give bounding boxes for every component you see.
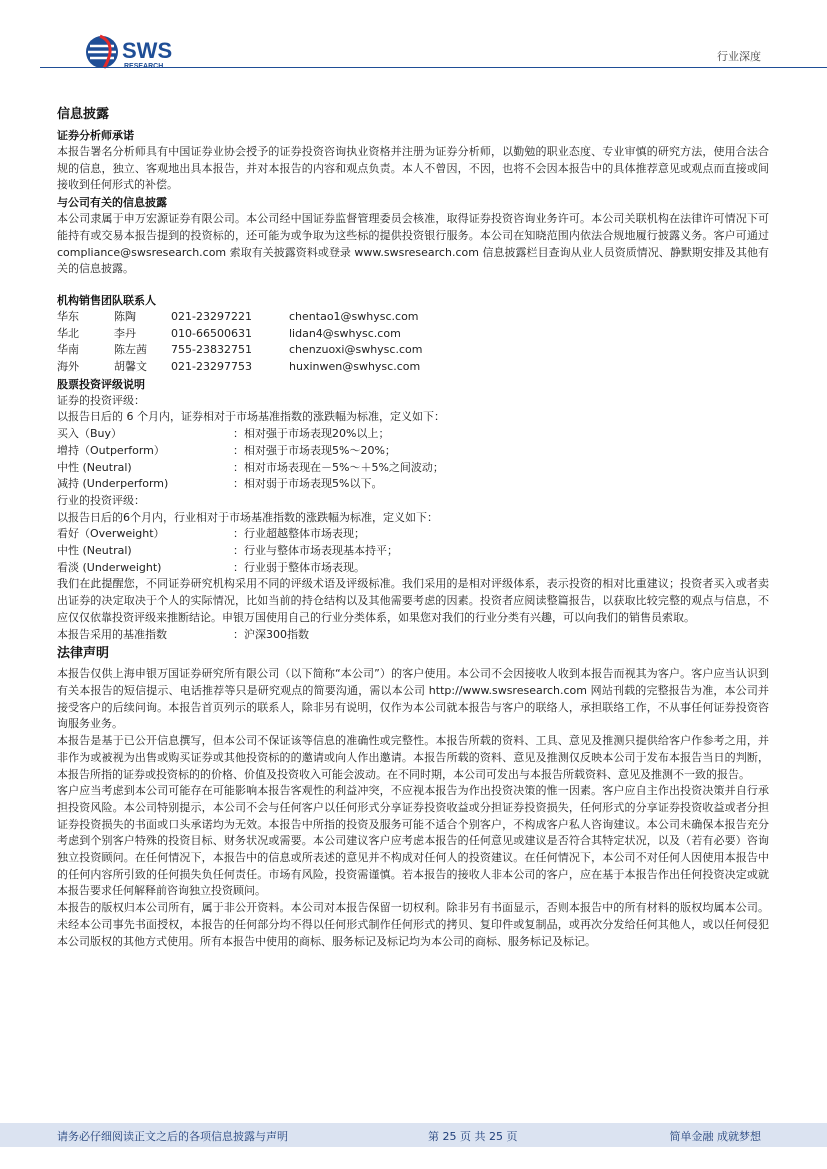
legal-paragraph: 客户应当考虑到本公司可能存在可能影响本报告客观性的利益冲突，不应视本报告为作出投资决策的惟一因素。客户应自主作出投资决策并自行承担投资风险。本公司特别提示，本公司不会与任何客户以任何形式分享证券投资收益或分担证券投资损失，任何形式的分享证券投资收益或者分担证券投资损失的书面或口头承诺均为无效。本报告中所指的投资及服务可能不适合个别客户，不构成客户私人咨询建议。本公司未确保本报告充分考虑到个别客户特殊的投资目标、财务状况或需要。本公司建议客户应考虑本报告的任何意见或建议是否符合其特定状况，以及（若有必要）咨询独立投资顾问。在任何情况下，本报告中的信息或所表述的意见并不构成对任何人的投资建议。在任何情况下，本公司不对任何人因使用本报告中的任何内容所引致的任何损失负任何责任。市场有风险，投资需谨慎。若本报告的接收人非本公司的客户，应在基于本报告作出任何投资决定或就本报告要求任何解释前咨询独立投资顾问。 <box>57 784 769 898</box>
contact-email: chenzuoxi@swhysc.com <box>289 343 423 357</box>
company-text: 本公司隶属于申万宏源证券有限公司。本公司经中国证券监督管理委员会核准，取得证券投资咨询业务许可。本公司关联机构在法律许可情况下可能持有或交易本报告提到的投资标的，还可能为或争取为这些标的提供投资银行服务。本公司在知晓范围内依法合规地履行披露义务。客户可通过 compliance@swsresearch.com 索取有关披露资料或登录 www.swsresearch.com 信息披露栏目查询从业人员资质情况、静默期安排及其他有关的信息披露。 <box>57 212 769 276</box>
contact-phone: 021-23297753 <box>171 360 252 374</box>
industry-rating-label: 行业的投资评级： <box>57 493 145 507</box>
rating-row <box>57 426 769 443</box>
sales-heading: 机构销售团队联系人 <box>57 293 156 307</box>
rating-definition: ：相对强于市场表现5%～20%； <box>233 443 396 457</box>
rating-definition: ：行业弱于整体市场表现。 <box>233 560 365 574</box>
legal-paragraph: 本报告仅供上海申银万国证券研究所有限公司（以下简称“本公司”）的客户使用。本公司不会因接收人收到本报告而视其为客户。客户应当认识到有关本报告的短信提示、电话推荐等只是研究观点的简要沟通，需以本公司 http://www.swsresearch.com 网站刊载的完整报告为准，本公司并接受客户的后续问询。本报告首页列示的联系人，除非另有说明，仅作为本公司就本报告与客户的联络人，承担联络工作，不从事任何证券投资咨询服务业务。 <box>57 667 769 731</box>
report-type-label: 行业深度 <box>717 50 761 63</box>
contact-region: 华东 <box>57 309 79 323</box>
rating-term: 看淡 (Underweight) <box>57 560 162 574</box>
benchmark-value: ：沪深300指数 <box>233 627 309 641</box>
sws-logo <box>84 34 194 74</box>
contact-region: 华南 <box>57 343 79 357</box>
contact-name: 胡馨文 <box>114 360 147 374</box>
rating-row <box>57 560 769 577</box>
contact-row <box>57 326 769 343</box>
disclosure-title: 信息披露 <box>57 107 110 122</box>
contact-name: 李丹 <box>114 326 136 340</box>
rating-term: 中性 (Neutral) <box>57 544 132 558</box>
analyst-text: 本报告署名分析师具有中国证券业协会授予的证券投资咨询执业资格并注册为证券分析师，以勤勉的职业态度、专业审慎的研究方法，使用合法合规的信息，独立、客观地出具本报告，并对本报告的内容和观点负责。本人不曾因，不因，也将不会因本报告中的具体推荐意见或观点而直接或间接收到任何形式的补偿。 <box>57 145 769 192</box>
rating-definition: ：相对市场表现在－5%～＋5%之间波动； <box>233 460 444 474</box>
page-number: 第 25 页 共 25 页 <box>428 1130 518 1143</box>
page-footer <box>0 1123 827 1147</box>
analyst-heading: 证券分析师承诺 <box>57 129 134 142</box>
contact-row <box>57 309 769 326</box>
rating-row <box>57 543 769 560</box>
rating-note: 我们在此提醒您，不同证券研究机构采用不同的评级术语及评级标准。我们采用的是相对评级体系，表示投资的相对比重建议；投资者买入或者卖出证券的决定取决于个人的实际情况，比如当前的持仓结构以及其他需要考虑的因素。投资者应阅读整篇报告，以获取比较完整的观点与信息，不应仅仅依靠投资评级来推断结论。申银万国使用自己的行业分类体系，如果您对我们的行业分类有兴趣，可以向我们的销售员索取。 <box>57 577 769 624</box>
rating-definition: ：相对强于市场表现20%以上； <box>233 427 390 441</box>
header-divider <box>40 67 827 68</box>
rating-term: 增持（Outperform） <box>57 443 165 457</box>
rating-term: 买入（Buy） <box>57 427 123 441</box>
rating-heading: 股票投资评级说明 <box>57 377 145 391</box>
contact-name: 陈陶 <box>114 309 136 323</box>
rating-row <box>57 476 769 493</box>
legal-paragraph: 本报告是基于已公开信息撰写，但本公司不保证该等信息的准确性或完整性。本报告所载的资料、工具、意见及推测只提供给客户作参考之用，并非作为或被视为出售或购买证券或其他投资标的的邀请或向人作出邀请。本报告所载的资料、意见及推测仅反映本公司于发布本报告当日的判断，本报告所指的证券或投资标的的价格、价值及投资收入可能会波动。在不同时期，本公司可发出与本报告所载资料、意见及推测不一致的报告。 <box>57 734 769 781</box>
contact-email: lidan4@swhysc.com <box>289 326 401 340</box>
contact-region: 华北 <box>57 326 79 340</box>
rating-row <box>57 443 769 460</box>
rating-term: 看好（Overweight） <box>57 527 165 541</box>
benchmark-row <box>57 627 769 644</box>
legal-title: 法律声明 <box>57 646 110 662</box>
footer-slogan: 简单金融 成就梦想 <box>669 1130 761 1143</box>
logo-text: SWS <box>122 38 173 63</box>
rating-row <box>57 460 769 477</box>
stock-rating-label: 证券的投资评级： <box>57 393 145 407</box>
footer-disclaimer: 请务必仔细阅读正文之后的各项信息披露与声明 <box>57 1130 288 1143</box>
stock-rating-intro: 以报告日后的 6 个月内，证券相对于市场基准指数的涨跌幅为标准，定义如下： <box>57 410 445 424</box>
contact-list <box>57 309 769 376</box>
benchmark-label: 本报告采用的基准指数 <box>57 627 167 641</box>
legal-paragraph: 本报告的版权归本公司所有，属于非公开资料。本公司对本报告保留一切权利。除非另有书面显示，否则本报告中的所有材料的版权均属本公司。未经本公司事先书面授权，本报告的任何部分均不得以任何形式制作任何形式的拷贝、复印件或复制品，或再次分发给任何其他人，或以任何侵犯本公司版权的其他方式使用。所有本报告中使用的商标、服务标记及标记均为本公司的商标、服务标记及标记。 <box>57 901 769 948</box>
contact-phone: 010-66500631 <box>171 326 252 340</box>
rating-term: 中性 (Neutral) <box>57 460 132 474</box>
contact-row <box>57 359 769 376</box>
rating-definition: ：相对弱于市场表现5%以下。 <box>233 477 383 491</box>
rating-row <box>57 526 769 543</box>
main-content <box>57 106 769 950</box>
company-heading: 与公司有关的信息披露 <box>57 196 167 210</box>
contact-phone: 021-23297221 <box>171 309 252 323</box>
contact-phone: 755-23832751 <box>171 343 252 357</box>
contact-email: huxinwen@swhysc.com <box>289 360 421 374</box>
industry-rating-intro: 以报告日后的6个月内，行业相对于市场基准指数的涨跌幅为标准，定义如下： <box>57 510 438 524</box>
contact-name: 陈左茜 <box>114 343 147 357</box>
rating-definition: ：行业与整体市场表现基本持平； <box>233 544 398 558</box>
contact-email: chentao1@swhysc.com <box>289 309 419 323</box>
rating-definition: ：行业超越整体市场表现； <box>233 527 365 541</box>
rating-term: 减持 (Underperform) <box>57 477 169 491</box>
contact-row <box>57 342 769 359</box>
contact-region: 海外 <box>57 360 79 374</box>
